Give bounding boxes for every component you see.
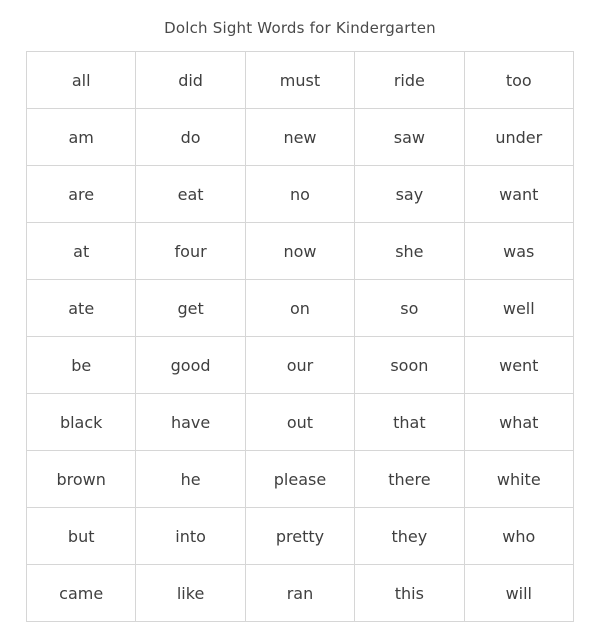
word-cell: get (136, 280, 245, 337)
word-cell: but (27, 508, 136, 565)
word-cell: have (136, 394, 245, 451)
word-cell: too (464, 52, 573, 109)
table-row (27, 52, 574, 109)
word-cell: no (245, 166, 354, 223)
word-cell: he (136, 451, 245, 508)
word-cell: want (464, 166, 573, 223)
word-cell: under (464, 109, 573, 166)
table-row (27, 565, 574, 622)
word-cell: who (464, 508, 573, 565)
word-cell: out (245, 394, 354, 451)
word-cell: be (27, 337, 136, 394)
word-cell: new (245, 109, 354, 166)
word-cell: am (27, 109, 136, 166)
word-cell: well (464, 280, 573, 337)
word-cell: what (464, 394, 573, 451)
word-cell: our (245, 337, 354, 394)
word-cell: ran (245, 565, 354, 622)
word-cell: so (355, 280, 464, 337)
word-cell: must (245, 52, 354, 109)
table-row (27, 109, 574, 166)
word-cell: went (464, 337, 573, 394)
word-cell: ate (27, 280, 136, 337)
table-row (27, 166, 574, 223)
word-cell: saw (355, 109, 464, 166)
sight-words-table (26, 51, 574, 622)
word-cell: please (245, 451, 354, 508)
word-cell: white (464, 451, 573, 508)
word-cell: ride (355, 52, 464, 109)
word-cell: black (27, 394, 136, 451)
word-cell: did (136, 52, 245, 109)
word-cell: soon (355, 337, 464, 394)
sight-words-table-body (27, 52, 574, 622)
word-cell: into (136, 508, 245, 565)
word-cell: do (136, 109, 245, 166)
word-cell: this (355, 565, 464, 622)
word-cell: now (245, 223, 354, 280)
word-cell: on (245, 280, 354, 337)
table-row (27, 508, 574, 565)
word-cell: pretty (245, 508, 354, 565)
word-cell: four (136, 223, 245, 280)
word-cell: there (355, 451, 464, 508)
word-cell: like (136, 565, 245, 622)
word-cell: they (355, 508, 464, 565)
word-cell: all (27, 52, 136, 109)
word-cell: at (27, 223, 136, 280)
word-cell: she (355, 223, 464, 280)
word-cell: good (136, 337, 245, 394)
table-row (27, 451, 574, 508)
word-cell: say (355, 166, 464, 223)
word-cell: eat (136, 166, 245, 223)
word-cell: was (464, 223, 573, 280)
page-title: Dolch Sight Words for Kindergarten (164, 19, 436, 37)
word-table-container (0, 51, 600, 622)
table-row (27, 337, 574, 394)
word-cell: came (27, 565, 136, 622)
table-row (27, 223, 574, 280)
word-cell: will (464, 565, 573, 622)
word-cell: brown (27, 451, 136, 508)
word-cell: that (355, 394, 464, 451)
word-cell: are (27, 166, 136, 223)
table-row (27, 280, 574, 337)
table-row (27, 394, 574, 451)
